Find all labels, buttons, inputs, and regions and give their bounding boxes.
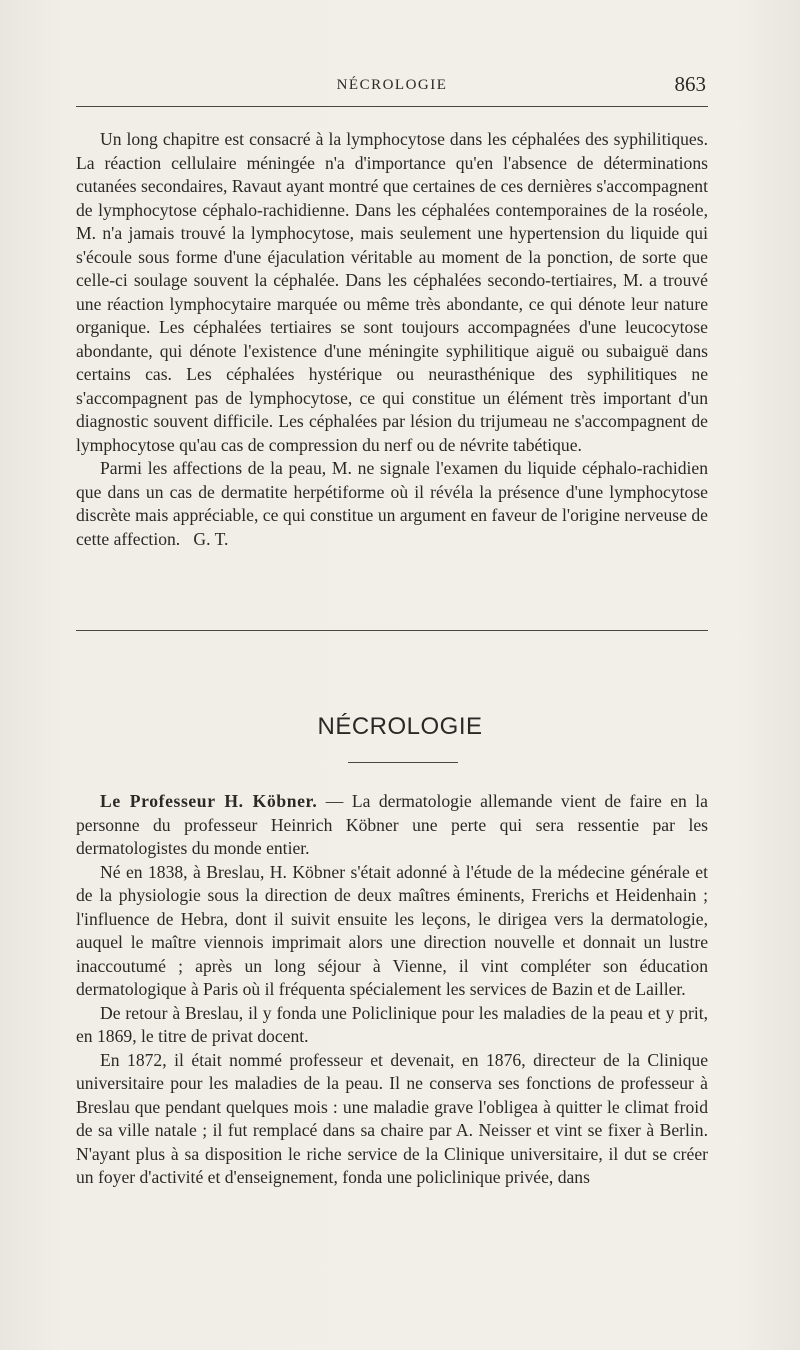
section-divider: [76, 630, 708, 631]
review-paragraph: Un long chapitre est consacré à la lymphocytose dans les céphalées des syphilitiques. La réaction cellulaire méningée n'a d'importance qu'en l'absence de déterminations cutanées secondaires, Ravaut ayant montré que certaines de ces dernières s'accompagnent de lymphocytose céphalo-rachidienne. Dans les céphalées contemporaines de la roséole, M. n'a jamais trouvé la lymphocytose, mais seulement une hypertension du liquide qui s'écoule sous forme d'une éjaculation véritable au moment de la ponction, de sorte que celle-ci soulage souvent la céphalée. Dans les céphalées secondo-tertiaires, M. a trouvé une réaction lymphocytaire marquée ou même très abondante, ce qui dénote leur nature organique. Les céphalées tertiaires se sont toujours accompagnées d'une leucocytose abondante, qui dénote l'existence d'une méningite syphilitique aiguë ou subaiguë dans certains cas. Les céphalées hystérique ou neurasthénique des syphilitiques ne s'accompagnent pas de lymphocytose, ce qui constitue un élément très important d'un diagnostic souvent difficile. Les céphalées par lésion du trijumeau ne s'accompagnent de lymphocytose qu'au cas de compression du nerf ou de névrite tabétique.: [76, 129, 708, 455]
section-heading: NÉCROLOGIE: [317, 713, 483, 740]
obituary-lead-text: — La dermatologie allemande vient de faire en la personne du professeur Heinrich Köbner une perte qui sera ressentie par les dermatologistes du monde entier.: [76, 791, 708, 858]
review-last-text: Parmi les affections de la peau, M. ne signale l'examen du liquide céphalo-rachidien que dans un cas de dermatite herpétiforme où il révéla la présence d'une lymphocytose discrète mais appréciable, ce qui constitue un argument en faveur de l'origine nerveuse de cette affection.: [76, 458, 708, 549]
obituary-paragraph: En 1872, il était nommé professeur et devenait, en 1876, directeur de la Clinique universitaire pour les maladies de la peau. Il ne conserva ses fonctions de professeur à Breslau que pendant quelques mois : une maladie grave l'obligea à quitter le climat froid de sa ville natale ; il fut remplacé dans sa chaire par A. Neisser et vint se fixer à Berlin. N'ayant plus à sa disposition le riche service de la Clinique universitaire, il dut se créer un foyer d'activité et d'enseignement, fonda une policlinique privée, dans: [76, 1049, 708, 1187]
page-number: 863: [674, 72, 706, 96]
obituary-subject-name: Le Professeur H. Köbner.: [100, 791, 318, 811]
obituary-text: [76, 790, 708, 1190]
obituary-paragraph: Né en 1838, à Breslau, H. Köbner s'était adonné à l'étude de la médecine générale et de la physiologie sous la direction de deux maîtres éminents, Frerichs et Heidenhain ; l'influence de Hebra, dont il suivit ensuite les leçons, le dirigea vers la dermatologie, auquel le maître viennois imprimait alors une direction nouvelle et donnait un lustre inaccoutumé ; après un long séjour à Vienne, il vint compléter son éducation dermatologique à Paris où il fréquenta spécialement les services de Bazin et de Lailler.: [76, 861, 708, 999]
review-signature: G. T.: [193, 528, 229, 549]
obituary-lead-paragraph: [76, 790, 708, 861]
running-head: [76, 72, 708, 98]
header-rule: [76, 106, 708, 107]
running-title: NÉCROLOGIE: [336, 77, 448, 93]
review-last-paragraph: [76, 457, 708, 551]
heading-underline: [348, 762, 458, 763]
obituary-paragraph: De retour à Breslau, il y fonda une Policlinique pour les maladies de la peau et y prit, en 1869, le titre de privat docent.: [76, 1002, 708, 1046]
review-text: [76, 128, 708, 551]
